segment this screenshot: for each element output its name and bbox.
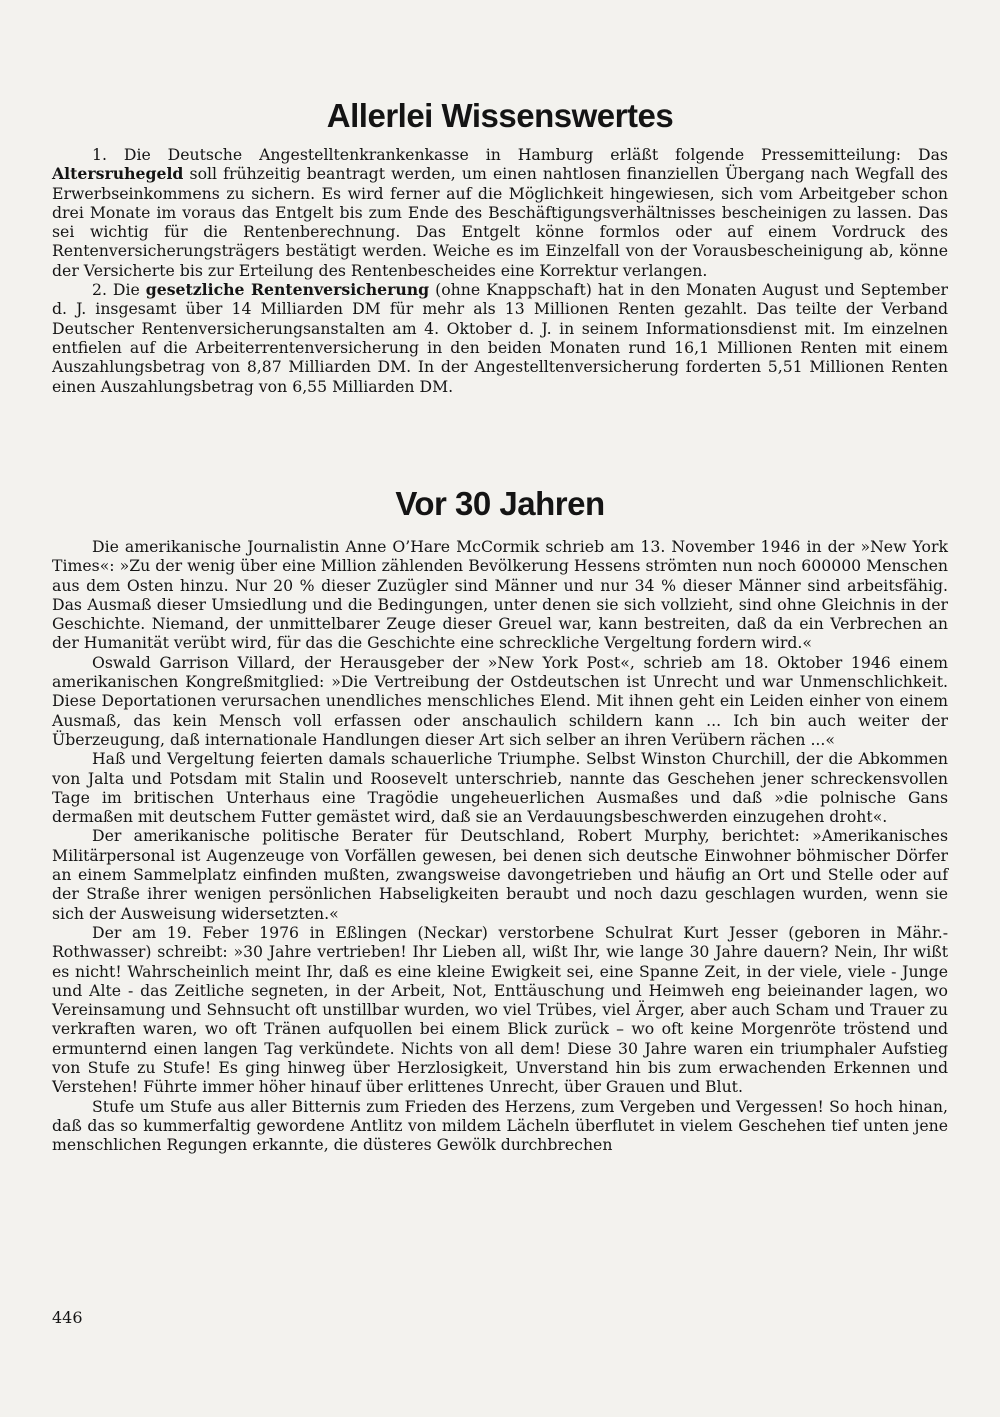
- paragraph-text: 2. Die: [92, 280, 146, 300]
- paragraph-murphy: Der amerikanische politische Berater für Deutschland, Robert Murphy, berichtet: »Amerikanisches Militärpersonal ist Augenzeuge von Vorfällen gewesen, bei denen sich deutsche Einwohner böhmischer Dörfer an einem Sammelplatz einfinden mußten, zwangsweise davongetrieben und häufig an Ort und Stelle oder auf der Straße ihrer wenigen persönlichen Habseligkeiten beraubt und noch dazu geschlagen wurden, wenn sie sich der Ausweisung widersetzten.«: [52, 826, 948, 923]
- bold-term-altersruhegeld: Altersruhegeld: [52, 164, 184, 184]
- paragraph-stufe-um-stufe: Stufe um Stufe aus aller Bitternis zum Frieden des Herzens, zum Vergeben und Vergessen! So hoch hinan, daß das so kummerfaltig gewordene Antlitz von mildem Lächeln überflutet in vielem Geschehen tief unten jene menschlichen Regungen erkannte, die düsteres Gewölk durchbrechen: [52, 1096, 948, 1155]
- section-wissenswertes-body: [52, 145, 948, 396]
- paragraph-villard: Oswald Garrison Villard, der Herausgeber der »New York Post«, schrieb am 18. Oktober 1946 einem amerikanischen Kongreßmitglied: »Die Vertreibung der Ostdeutschen ist Unrecht und war Unmenschlichkeit. Diese Deportationen verursachen unendliches menschliches Elend. Mit ihnen geht ein Leiden einher von einem Ausmaß, das kein Mensch voll erfassen oder anschaulich schildern kann ... Ich bin auch weiter der Überzeugung, daß internationale Handlungen dieser Art sich selber an ihren Verübern rächen ...«: [52, 652, 948, 749]
- paragraph-mccormik: Die amerikanische Journalistin Anne O’Hare McCormik schrieb am 13. November 1946 in der »New York Times«: »Zu der wenig über eine Million zählenden Bevölkerung Hessens strömten nun noch 600000 Menschen aus dem Osten hinzu. Nur 20 % dieser Zuzügler sind Männer und nur 34 % dieser Männer sind arbeitsfähig. Das Ausmaß dieser Umsiedlung und die Bedingungen, unter denen sie sich vollzieht, sind ohne Gleichnis in der Geschichte. Niemand, der unmittelbarer Zeuge dieser Greuel war, kann bestreiten, daß da ein Verbrechen an der Humanität verübt wird, für das die Geschichte eine schreckliche Vergeltung fordern wird.«: [52, 537, 948, 653]
- section-heading-vor-30-jahren: Vor 30 Jahren: [395, 485, 605, 522]
- paragraph-text: 1. Die Deutsche Angestelltenkrankenkasse in Hamburg erläßt folgende Pressemitteilung: Das: [92, 145, 948, 164]
- section-heading-wissenswertes: Allerlei Wissenswertes: [326, 97, 674, 134]
- page-number: 446: [52, 1308, 83, 1327]
- paragraph-jesser: Der am 19. Feber 1976 in Eßlingen (Neckar) verstorbene Schulrat Kurt Jesser (geboren in Mähr.-Rothwasser) schreibt: »30 Jahre vertrieben! Ihr Lieben all, wißt Ihr, wie lange 30 Jahre dauern? Nein, Ihr wißt es nicht! Wahrscheinlich meint Ihr, daß es eine kleine Ewigkeit sei, eine Spanne Zeit, in der viele, viele - Junge und Alte - das Zeitliche segneten, in der Arbeit, Not, Enttäuschung und Heimweh eng beieinander lagen, wo Vereinsamung und Sehnsucht oft unstillbar wurden, wo viel Trübes, viel Ärger, aber auch Scham und Trauer zu verkraften waren, wo oft Tränen aufquollen bei einem Blick zurück – wo oft keine Morgenröte tröstend und ermunternd einen langen Tag verkündete. Nichts von all dem! Diese 30 Jahre waren ein triumphaler Aufstieg von Stufe zu Stufe! Es ging hinweg über Herzlosigkeit, Unverstand hin bis zum erwachenden Erkennen und Verstehen! Führte immer höher hinauf über erlittenes Unrecht, über Grauen und Blut.: [52, 922, 948, 1097]
- section-vor-30-jahren-body: [52, 537, 948, 1155]
- paragraph-altersruhegeld: [52, 145, 948, 280]
- paragraph-text: (ohne Knappschaft) hat in den Monaten August und September d. J. insgesamt über 14 Milliarden DM für mehr als 13 Millionen Renten gezahlt. Das teilte der Verband Deutscher Rentenversicherungsanstalten am 4. Oktober d. J. in seinem Informationsdienst mit. Im einzelnen entfielen auf die Arbeiterrentenversicherung in den beiden Monaten rund 16,1 Millionen Renten mit einem Auszahlungsbetrag von 8,87 Milliarden DM. In der Angestelltenversicherung forderten 5,51 Millionen Renten einen Auszahlungsbetrag von 6,55 Milliarden DM.: [52, 280, 948, 396]
- paragraph-churchill: Haß und Vergeltung feierten damals schauerliche Triumphe. Selbst Winston Churchill, der die Abkommen von Jalta und Potsdam mit Stalin und Roosevelt unterschrieb, nannte das Geschehen jener schreckensvollen Tage im britischen Unterhaus eine Tragödie ungeheuerlichen Ausmaßes und daß »die polnische Gans dermaßen mit deutschem Futter gemästet wird, daß sie an Verdauungsbeschwerden einzugehen droht«.: [52, 749, 948, 827]
- paragraph-text: soll frühzeitig beantragt werden, um einen nahtlosen finanziellen Übergang nach Wegfall des Erwerbseinkommens zu sichern. Es wird ferner auf die Möglichkeit hingewiesen, sich vom Arbeitgeber schon drei Monate im voraus das Entgelt bis zum Ende des Beschäftigungsverhältnisses bescheinigen zu lassen. Das sei wichtig für die Rentenberechnung. Das Entgelt könne formlos oder auf einem Vordruck des Rentenversicherungsträgers bestätigt werden. Weiche es im Einzelfall von der Vorausbescheinigung ab, könne der Versicherte bis zur Erteilung des Rentenbescheides eine Korrektur verlangen.: [52, 164, 948, 280]
- paragraph-rentenversicherung: [52, 280, 948, 396]
- bold-term-rentenversicherung: gesetzliche Rentenversicherung: [145, 280, 430, 300]
